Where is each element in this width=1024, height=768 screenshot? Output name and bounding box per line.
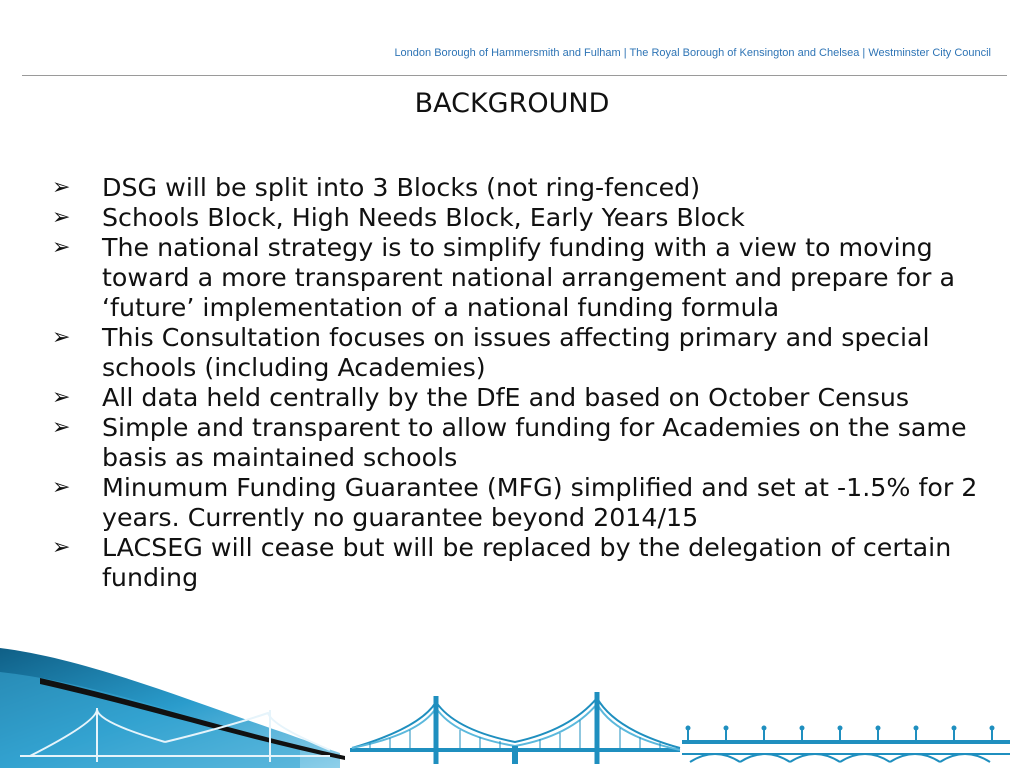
bullet-text: This Consultation focuses on issues affecting primary and special schools (including Academies) [102,323,930,382]
bullet-item [52,473,1002,533]
bullet-item [52,323,1002,383]
bullet-item [52,383,1002,413]
bullet-text: LACSEG will cease but will be replaced by the delegation of certain funding [102,533,952,592]
bullet-item [52,413,1002,473]
arrowhead-bullet-icon: ➢ [52,325,71,350]
arrowhead-bullet-icon: ➢ [52,175,71,200]
bridge-centre [350,692,680,764]
arrowhead-bullet-icon: ➢ [52,205,71,230]
slide-title: BACKGROUND [414,88,610,119]
arrowhead-bullet-icon: ➢ [52,235,71,260]
bullet-text: DSG will be split into 3 Blocks (not ring-fenced) [102,173,701,202]
arrowhead-bullet-icon: ➢ [52,385,71,410]
bullet-text: Simple and transparent to allow funding for Academies on the same basis as maintained schools [102,413,967,472]
arrowhead-bullet-icon: ➢ [52,535,71,560]
bullet-list [52,173,1002,593]
header-divider [22,75,1007,76]
bullet-item [52,233,1002,323]
bullet-item [52,533,1002,593]
arrowhead-bullet-icon: ➢ [52,415,71,440]
bullet-text: Minumum Funding Guarantee (MFG) simplified and set at -1.5% for 2 years. Currently no guarantee beyond 2014/15 [102,473,978,532]
thames-bridges-graphic [0,638,1024,768]
bullet-text: Schools Block, High Needs Block, Early Years Block [102,203,745,232]
bullet-item [52,173,1002,203]
bullet-text: The national strategy is to simplify funding with a view to moving toward a more transparent national arrangement and prepare for a ‘future’ implementation of a national funding formula [102,233,955,322]
bridge-right [682,742,1010,762]
arrowhead-bullet-icon: ➢ [52,475,71,500]
header-councils: London Borough of Hammersmith and Fulham | The Royal Borough of Kensington and Chelsea | Westminster City Council [394,47,991,59]
bullet-item [52,203,1002,233]
bridge-right-lamp-heads [686,726,995,731]
bullet-text: All data held centrally by the DfE and based on October Census [102,383,910,412]
